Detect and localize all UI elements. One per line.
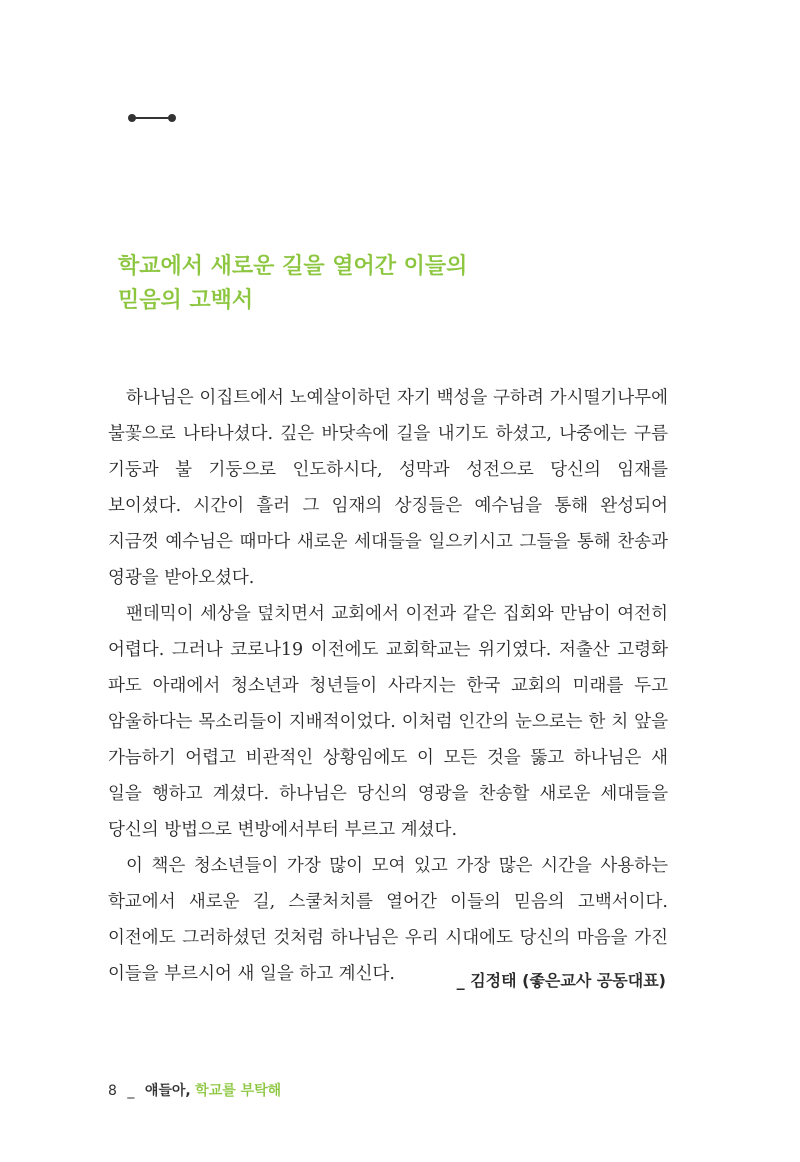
footer-separator: _ xyxy=(127,1083,135,1099)
body-text xyxy=(108,380,668,992)
ornament-line xyxy=(132,117,172,119)
paragraph-3: 이 책은 청소년들이 가장 많이 모여 있고 가장 많은 시간을 사용하는 학교에서 새로운 길, 스쿨처치를 열어간 이들의 믿음의 고백서이다. 이전에도 그러하셨던 것처럼 하나님은 우리 시대에도 당신의 마음을 가진 이들을 부르시어 새 일을 하고 계신다. xyxy=(108,856,668,984)
ornament-dot-right xyxy=(168,114,176,122)
heading-line-2: 믿음의 고백서 xyxy=(118,288,254,313)
author-signature: _ 김정태 (좋은교사 공동대표) xyxy=(456,971,666,990)
book-title-part1: 얘들아, xyxy=(144,1083,191,1099)
book-title-part2: 학교를 부탁해 xyxy=(195,1083,282,1099)
paragraph-1: 하나님은 이집트에서 노예살이하던 자기 백성을 구하려 가시떨기나무에 불꽃으로 나타나셨다. 깊은 바닷속에 길을 내기도 하셨고, 나중에는 구름 기둥과 불 기둥으로 인도하시다, 성막과 성전으로 당신의 임재를 보이셨다. 시간이 흘러 그 임재의 상징들은 예수님을 통해 완성되어 지금껏 예수님은 때마다 새로운 세대들을 일으키시고 그들을 통해 찬송과 영광을 받아오셨다. xyxy=(108,388,668,588)
paragraph-2: 팬데믹이 세상을 덮치면서 교회에서 이전과 같은 집회와 만남이 여전히 어렵다. 그러나 코로나19 이전에도 교회학교는 위기였다. 저출산 고령화 파도 아래에서 청소년과 청년들이 사라지는 한국 교회의 미래를 두고 암울하다는 목소리들이 지배적이었다. 이처럼 인간의 눈으로는 한 치 앞을 가늠하기 어렵고 비관적인 상황임에도 이 모든 것을 뚫고 하나님은 새 일을 행하고 계셨다. 하나님은 당신의 영광을 찬송할 새로운 세대들을 당신의 방법으로 변방에서부터 부르고 계셨다. xyxy=(108,604,668,840)
page-footer xyxy=(108,1080,281,1100)
section-heading xyxy=(118,250,678,318)
ornament-divider xyxy=(128,114,176,122)
page-number: 8 xyxy=(108,1083,117,1099)
heading-line-1: 학교에서 새로운 길을 열어간 이들의 xyxy=(118,254,468,279)
